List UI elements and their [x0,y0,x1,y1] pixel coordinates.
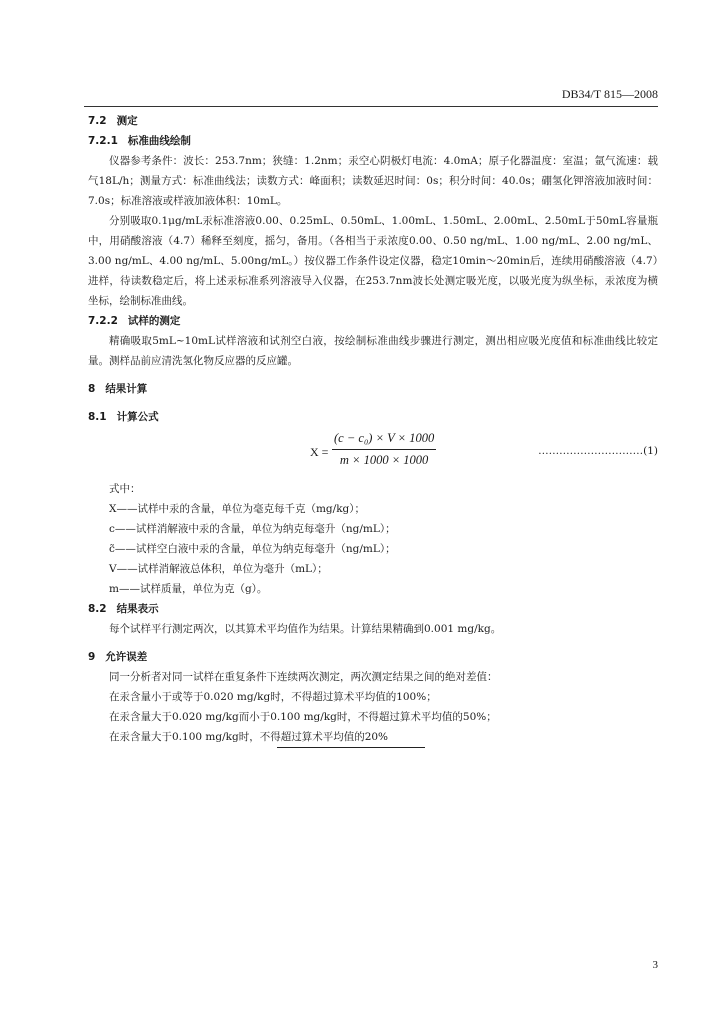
heading-title: 结果计算 [105,383,148,395]
heading-title: 允许误差 [105,651,148,663]
heading-9 [88,647,658,667]
heading-8-1 [88,407,658,427]
formula-denominator: m × 1000 × 1000 [339,453,429,467]
tolerance-line: 在汞含量大于0.020 mg/kg而小于0.100 mg/kg时，不得超过算术平均值的50%； [109,711,497,723]
definitions-intro: 式中： [109,483,141,495]
formula-fraction [332,429,436,470]
formula-numerator: (c − c₀) × V × 1000 [332,429,436,450]
heading-7-2-2 [88,311,658,331]
document-body [88,111,658,747]
heading-number: 8 [88,383,96,395]
definition-item: m——试样质量，单位为克（g）。 [109,583,268,595]
heading-title: 标准曲线绘制 [127,135,191,147]
definition-item: c——试样消解液中汞的含量，单位为纳克每毫升（ng/mL）； [109,523,396,535]
heading-number: 8.1 [88,411,107,423]
paragraph-standard-curve: 分别吸取0.1μg/mL汞标准溶液0.00、0.25mL、0.50mL、1.00mL、1.50mL、2.00mL、2.50mL于50mL容量瓶中，用硝酸溶液（4.7）稀释至刻度，摇匀，备用。（各相当于汞浓度0.00、0.50 ng/mL、1.00 ng/mL、2.00 ng/mL、3.00 ng/mL、4.00 ng/mL、5.00ng/mL。）按仪器工作条件设定仪器，稳定10min～20min后，连续用硝酸溶液（4.7）进样，待读数稳定后，将上述汞标准系列溶液导入仪器，在253.7nm波长处测定吸光度，以吸光度为纵坐标，汞浓度为横坐标，绘制标准曲线。 [88,215,658,307]
heading-number: 7.2.2 [88,315,118,327]
paragraph-result-expression: 每个试样平行测定两次，以其算术平均值作为结果。计算结果精确到0.001 mg/kg。 [109,623,502,635]
tolerance-line: 在汞含量大于0.100 mg/kg时，不得超过算术平均值的20% [109,731,389,743]
standard-id: DB34/T 815—2008 [561,87,658,101]
heading-number: 8.2 [88,603,107,615]
heading-number: 9 [88,651,96,663]
heading-title: 计算公式 [116,411,159,423]
definition-item: V——试样消解液总体积，单位为毫升（mL）； [109,563,328,575]
heading-title: 测定 [116,115,138,127]
definition-item: c̃——试样空白液中汞的含量，单位为纳克每毫升（ng/mL）； [109,543,396,555]
formula-number: …………………………(1) [538,445,658,457]
heading-title: 结果表示 [116,603,159,615]
symbol-definitions [88,479,658,599]
tolerance-line: 在汞含量小于或等于0.020 mg/kg时，不得超过算术平均值的100%； [109,691,437,703]
heading-8-2 [88,599,658,619]
tolerance-lines [88,667,658,747]
heading-title: 试样的测定 [127,315,181,327]
end-of-document-rule [277,747,425,748]
heading-7-2 [88,111,658,131]
paragraph-sample-determination: 精确吸取5mL~10mL试样溶液和试剂空白液，按绘制标准曲线步骤进行测定，测出相应吸光度值和标准曲线比较定量。测样品前应清洗氢化物反应器的反应罐。 [88,335,658,367]
formula-lhs: X = [310,445,329,459]
header-rule [84,106,658,107]
tolerance-line: 同一分析者对同一试样在重复条件下连续两次测定，两次测定结果之间的绝对差值： [109,671,498,683]
heading-7-2-1 [88,131,658,151]
paragraph-instrument-conditions: 仪器参考条件：波长：253.7nm；狭缝：1.2nm；汞空心阴极灯电流：4.0mA；原子化器温度：室温；氩气流速：载气18L/h；测量方式：标准曲线法；读数方式：峰面积；读数延迟时间：0s；积分时间：40.0s；硼氢化钾溶液加液时间：7.0s；标准溶液或样液加液体积：10mL。 [88,155,658,207]
formula-1 [88,429,658,475]
heading-number: 7.2 [88,115,107,127]
page-number: 3 [652,959,658,971]
heading-8 [88,379,658,399]
definition-item: X——试样中汞的含量，单位为毫克每千克（mg/kg）； [109,503,366,515]
heading-number: 7.2.1 [88,135,118,147]
